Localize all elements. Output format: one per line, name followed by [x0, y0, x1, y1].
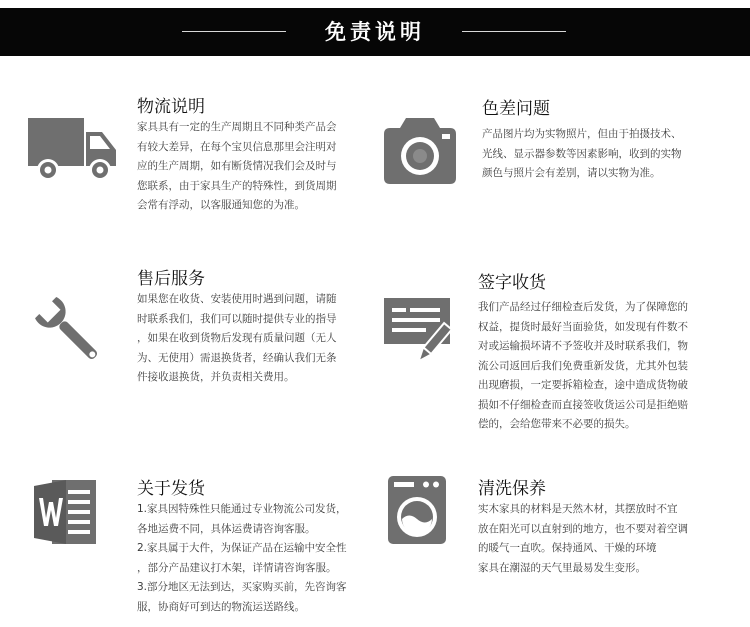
wrench-icon — [32, 294, 106, 368]
section-title: 清洗保养 — [478, 479, 546, 499]
text-line: ，部分产品建议打木架，详情请咨询客服。 — [137, 561, 337, 574]
text-line: 偿的，会给您带来不必要的损失。 — [478, 418, 636, 430]
text-line: 的暖气一直吹。保持通风、干燥的环境 — [478, 542, 657, 554]
text-line: 服，协商好可到达的物流运送路线。 — [137, 600, 305, 613]
text-line: 光线、显示器参数等因素影响，收到的实物 — [482, 147, 682, 160]
text-line: 您联系，由于家具生产的特殊性，到货周期 — [137, 179, 337, 192]
washing-machine-icon — [386, 474, 448, 546]
text-line: 各地运费不同，具体运费请咨询客服。 — [137, 522, 316, 535]
section-text — [478, 298, 688, 435]
text-line: 会常有浮动，以客服通知您的为准。 — [137, 199, 305, 211]
text-line: 对或运输损坏请不予签收并及时联系我们，物 — [478, 340, 688, 352]
text-line: 时联系我们，我们可以随时提供专业的指导 — [137, 312, 337, 325]
text-line: 出现磨损，一定要拆箱检查，途中造成货物破 — [478, 379, 688, 391]
text-line: 损如不仔细检查而直接签收货运公司是拒绝赔 — [478, 398, 688, 411]
text-line: 流公司返回后我们免费重新发货，尤其外包装 — [478, 359, 688, 372]
text-line: 有较大差异，在每个宝贝信息那里会注明对 — [137, 140, 337, 153]
text-line: 实木家具的材料是天然木材，其摆放时不宜 — [478, 503, 678, 515]
truck-icon — [28, 112, 118, 188]
text-line: 家具在潮湿的天气里最易发生变形。 — [478, 561, 646, 574]
section-title: 关于发货 — [137, 479, 205, 499]
text-line: 家具具有一定的生产周期且不同种类产品会 — [137, 121, 337, 133]
section-title: 签字收货 — [478, 273, 546, 293]
section-title: 物流说明 — [137, 97, 205, 117]
camera-icon — [382, 114, 458, 186]
text-line: 3.部分地区无法到达，买家购买前，先咨询客 — [137, 581, 347, 593]
text-line: 权益，提货时最好当面验货，如发现有件数不 — [478, 320, 688, 333]
text-line: 1.家具因特殊性只能通过专业物流公司发货， — [137, 503, 347, 515]
section-text — [137, 118, 337, 216]
header-banner — [0, 8, 750, 56]
word-document-icon — [34, 476, 98, 548]
section-title: 售后服务 — [137, 269, 205, 289]
text-line: 2.家具属于大件，为保证产品在运输中安全性 — [137, 542, 347, 554]
text-line: 放在阳光可以直射到的地方，也不要对着空调 — [478, 522, 688, 535]
text-line: 应的生产周期，如有断货情况我们会及时与 — [137, 160, 337, 172]
text-line: 件接收退换货，并负责相关费用。 — [137, 371, 295, 383]
section-text — [137, 290, 337, 388]
text-line: 为、无使用）需退换货者，经确认我们无条 — [137, 351, 337, 364]
text-line: ，如果在收到货物后发现有质量问题（无人 — [137, 332, 337, 344]
text-line: 我们产品经过仔细检查后发货，为了保障您的 — [478, 301, 688, 313]
sign-form-icon — [382, 296, 462, 368]
text-line: 颜色与照片会有差别，请以实物为准。 — [482, 167, 661, 179]
section-title: 色差问题 — [482, 99, 550, 119]
section-text — [478, 500, 688, 578]
page-title: 免责说明 — [325, 20, 425, 44]
section-text — [137, 500, 347, 617]
section-text — [482, 125, 682, 184]
text-line: 产品图片均为实物照片，但由于拍摄技术、 — [482, 128, 682, 140]
text-line: 如果您在收货、安装使用时遇到问题，请随 — [137, 293, 337, 305]
header-divider-right — [462, 31, 566, 32]
